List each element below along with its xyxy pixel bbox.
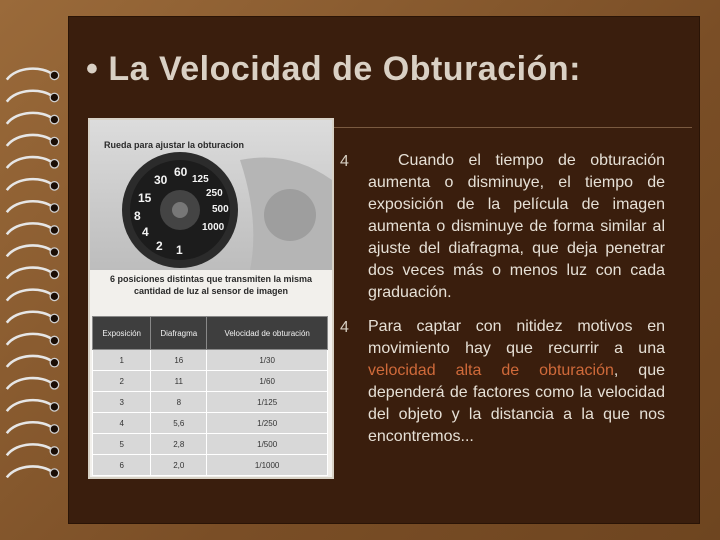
table-cell: 16	[151, 350, 207, 371]
spiral-ring	[7, 290, 53, 301]
ring-hole	[50, 93, 59, 102]
dial-number: 15	[138, 191, 152, 205]
spiral-ring	[7, 312, 53, 323]
figure-caption	[90, 273, 332, 297]
table-row	[93, 350, 328, 371]
ring-hole	[50, 469, 59, 478]
table-cell: 11	[151, 371, 207, 392]
dial-number: 1	[176, 243, 183, 257]
spiral-ring	[7, 223, 53, 234]
bullet-text: Cuando el tiempo de obturación aumenta o disminuye, el tiempo de exposición de la película de imagen aumenta o disminuye de forma similar al ajuste del diafragma, que deja penetrar dos veces más o menos luz con cada graduación.	[368, 152, 665, 301]
spiral-ring	[7, 201, 53, 212]
highlight-text: velocidad alta de obturación	[368, 362, 614, 379]
ring-hole	[50, 160, 59, 169]
spiral-binding	[0, 0, 68, 540]
table-cell: 1/500	[207, 434, 328, 455]
table-cell: 1	[93, 350, 151, 371]
bullet-text: Para captar con nitidez motivos en movimiento hay que recurrir a una	[368, 318, 665, 357]
spiral-ring	[7, 135, 53, 146]
ring-hole	[50, 137, 59, 146]
dial-number: 30	[154, 173, 168, 187]
spiral-ring	[7, 157, 53, 168]
spiral-ring	[7, 356, 53, 367]
table-row	[93, 434, 328, 455]
table-cell: 4	[93, 413, 151, 434]
ring-hole	[50, 403, 59, 412]
table-cell: 6	[93, 455, 151, 476]
ring-hole	[50, 270, 59, 279]
table-row	[93, 371, 328, 392]
bullet-list	[340, 150, 665, 460]
ring-hole	[50, 248, 59, 257]
spiral-ring	[7, 444, 53, 455]
ring-hole	[50, 336, 59, 345]
spiral-ring	[7, 113, 53, 124]
exposure-table	[92, 316, 328, 476]
table-header-row	[93, 317, 328, 350]
table-cell: 2,0	[151, 455, 207, 476]
table-cell: 1/60	[207, 371, 328, 392]
dial-caption: Rueda para ajustar la obturacion	[104, 140, 245, 150]
ring-hole	[50, 381, 59, 390]
column-header: Velocidad de obturación	[207, 317, 328, 350]
spiral-ring	[7, 334, 53, 345]
spiral-ring	[7, 179, 53, 190]
table-cell: 5,6	[151, 413, 207, 434]
caption-line: 6 posiciones distintas que transmiten la misma	[109, 274, 313, 284]
book-bullet-icon: 4	[340, 153, 349, 170]
spiral-ring	[7, 422, 53, 433]
spiral-ring	[7, 91, 53, 102]
table-cell: 2	[93, 371, 151, 392]
table-cell: 3	[93, 392, 151, 413]
ring-hole	[50, 447, 59, 456]
caption-line: cantidad de luz al sensor de imagen	[133, 286, 289, 296]
bullet-item	[340, 150, 665, 304]
ring-hole	[50, 358, 59, 367]
dial-number: 250	[206, 188, 223, 199]
spiral-ring	[7, 378, 53, 389]
dial-number: 60	[174, 165, 188, 179]
table-row	[93, 413, 328, 434]
table-cell: 1/125	[207, 392, 328, 413]
table-cell: 1/1000	[207, 455, 328, 476]
shutter-figure	[88, 118, 334, 479]
table-cell: 8	[151, 392, 207, 413]
spiral-ring	[7, 466, 53, 477]
dial-number: 8	[134, 209, 141, 223]
ring-hole	[50, 425, 59, 434]
table-row	[93, 455, 328, 476]
ring-hole	[50, 115, 59, 124]
dial-number: 500	[212, 204, 229, 215]
ring-hole	[50, 182, 59, 191]
spiral-ring	[7, 268, 53, 279]
table-cell: 1/250	[207, 413, 328, 434]
ring-hole	[50, 71, 59, 80]
dial-number: 4	[142, 225, 149, 239]
ring-hole	[50, 226, 59, 235]
spiral-ring	[7, 245, 53, 256]
ring-hole	[50, 314, 59, 323]
ring-hole	[50, 292, 59, 301]
ring-hole	[50, 204, 59, 213]
slide-title: • La Velocidad de Obturación:	[86, 50, 581, 88]
spiral-ring	[7, 400, 53, 411]
column-header: Exposición	[93, 317, 151, 350]
column-header: Diafragma	[151, 317, 207, 350]
book-bullet-icon: 4	[340, 319, 349, 336]
spiral-ring	[7, 69, 53, 80]
dial-number: 2	[156, 239, 163, 253]
bullet-text: , que dependerá de factores como la velocidad del objeto y la distancia a la que nos encontremos...	[368, 362, 665, 445]
shutter-dial-photo	[90, 120, 332, 270]
bullet-item	[340, 316, 665, 448]
table-cell: 5	[93, 434, 151, 455]
table-cell: 2,8	[151, 434, 207, 455]
dial-number: 1000	[202, 222, 225, 233]
title-divider	[330, 127, 692, 128]
table-cell: 1/30	[207, 350, 328, 371]
table-row	[93, 392, 328, 413]
dial-number: 125	[192, 174, 209, 185]
